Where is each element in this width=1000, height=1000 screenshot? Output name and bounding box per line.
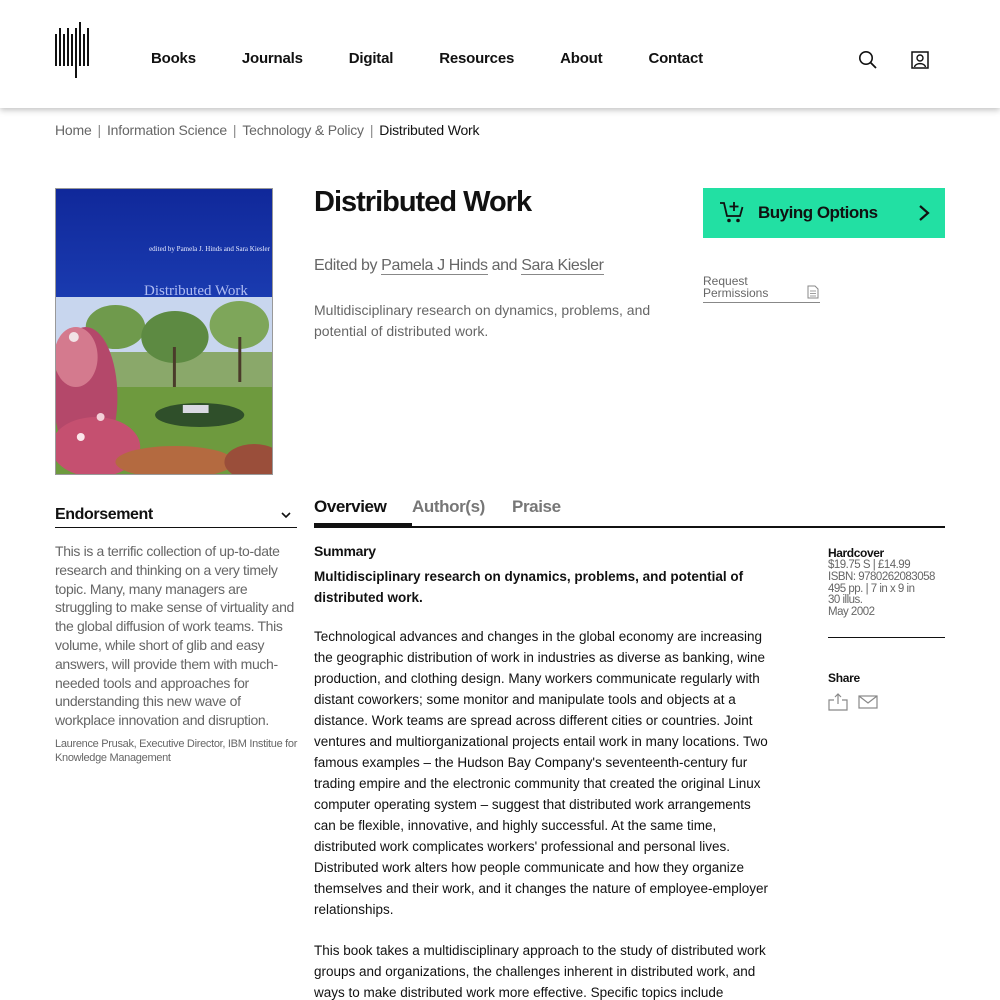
breadcrumb-technology-policy[interactable]: Technology & Policy <box>242 122 364 138</box>
nav-books[interactable]: Books <box>151 50 196 67</box>
editor-link-hinds[interactable]: Pamela J Hinds <box>381 257 488 274</box>
summary-heading: Summary <box>314 543 376 559</box>
share-icon[interactable] <box>828 693 848 711</box>
barcode-logo[interactable] <box>55 22 91 78</box>
buying-options-button[interactable] <box>703 188 945 238</box>
active-tab-indicator <box>314 523 412 528</box>
book-cover <box>55 188 273 475</box>
book-tagline: Multidisciplinary research on dynamics, problems, and potential of distributed work. <box>314 302 651 339</box>
cover-title: Distributed Work <box>144 283 248 299</box>
summary-lead: Multidisciplinary research on dynamics, problems, and potential of distributed work. <box>314 569 744 605</box>
tab-authors[interactable]: Author(s) <box>412 497 485 516</box>
overview-paragraph: This book takes a multidisciplinary approach to the study of distributed work groups and organizations, the challenges inherent in distributed work, and ways to make distributed work more effective. Specific topics include <box>314 943 766 1000</box>
format-isbn: ISBN: 9780262083058 <box>828 570 935 583</box>
account-icon[interactable] <box>910 50 930 70</box>
email-icon[interactable] <box>858 693 878 711</box>
endorsement-toggle[interactable] <box>55 506 297 528</box>
tab-praise[interactable]: Praise <box>512 497 561 516</box>
format-price: $19.75 S | £14.99 <box>828 559 911 571</box>
request-permissions-label: Request Permissions <box>703 274 769 300</box>
request-permissions-link[interactable] <box>703 275 820 303</box>
edited-by-label: Edited by <box>314 257 378 274</box>
cart-icon <box>719 200 745 224</box>
cover-painting <box>56 297 272 475</box>
cover-top-band <box>56 189 272 297</box>
breadcrumb-separator: | <box>232 122 237 138</box>
nav-digital[interactable]: Digital <box>348 50 394 67</box>
nav-contact[interactable]: Contact <box>648 50 703 67</box>
nav-resources[interactable]: Resources <box>439 50 515 67</box>
overview-paragraph: Technological advances and changes in the global economy are increasing the geographic distribution of work in industries as diverse as banking, wine production, and clothing design. Many workers communicate regularly with distant coworkers; some monitor and manipulate tools and objects at a distance. Work teams are spread across different cities or countries. Joint ventures and multiorganizational projects entail work in many locations. Two famous examples – the Hudson Bay Company's seventeenth-century fur trading empire and the electronic community that created the original Linux computer operating system – suggest that distributed work arrangements can be flexible, innovative, and highly successful. At the same time, distributed work complicates workers' professional and personal lives. Distributed work alters how people communicate and how they organize themselves and their work, and it changes the nature of employee-employer relationships. <box>314 629 768 917</box>
endorsement-attribution: Laurence Prusak, Executive Director, IBM Institue for Knowledge Management <box>55 738 298 764</box>
nav-journals[interactable]: Journals <box>241 50 303 67</box>
editor-link-kiesler[interactable]: Sara Kiesler <box>521 257 604 274</box>
cover-editors: edited by Pamela J. Hinds and Sara Kiesler <box>149 245 270 253</box>
format-date: May 2002 <box>828 606 875 619</box>
editors-line <box>314 257 604 275</box>
breadcrumb-separator: | <box>369 122 374 138</box>
breadcrumb <box>55 122 479 138</box>
breadcrumb-current: Distributed Work <box>379 122 480 138</box>
format-type: Hardcover <box>828 546 884 560</box>
document-icon <box>807 285 819 299</box>
site-header <box>0 0 1000 108</box>
editor-joiner: and <box>491 257 518 274</box>
nav-about[interactable]: About <box>560 50 603 67</box>
breadcrumb-information-science[interactable]: Information Science <box>106 122 227 138</box>
format-pages: 495 pp. | 7 in x 9 in <box>828 582 915 595</box>
format-details <box>828 547 945 638</box>
book-title: Distributed Work <box>314 186 532 218</box>
content-tabs <box>314 497 945 528</box>
chevron-right-icon <box>917 204 931 222</box>
main-nav <box>151 50 749 67</box>
buying-options-label: Buying Options <box>758 203 878 222</box>
format-illustrations: 30 illus. <box>828 594 863 607</box>
breadcrumb-separator: | <box>97 122 101 138</box>
breadcrumb-home[interactable]: Home <box>55 122 92 138</box>
chevron-down-icon <box>281 511 291 519</box>
share-heading: Share <box>828 671 860 685</box>
tab-overview[interactable]: Overview <box>314 497 387 516</box>
endorsement-text: This is a terrific collection of up-to-date research and thinking on a very timely topic. Many, many managers are struggling to make sense of virtuality and the global diffusion of work teams. This volume, while short of glib and easy answers, will provide them with much-needed tools and approaches for understanding this new wave of workplace innovation and disruption. <box>55 543 294 729</box>
endorsement-heading: Endorsement <box>55 506 153 523</box>
search-icon[interactable] <box>858 50 878 70</box>
